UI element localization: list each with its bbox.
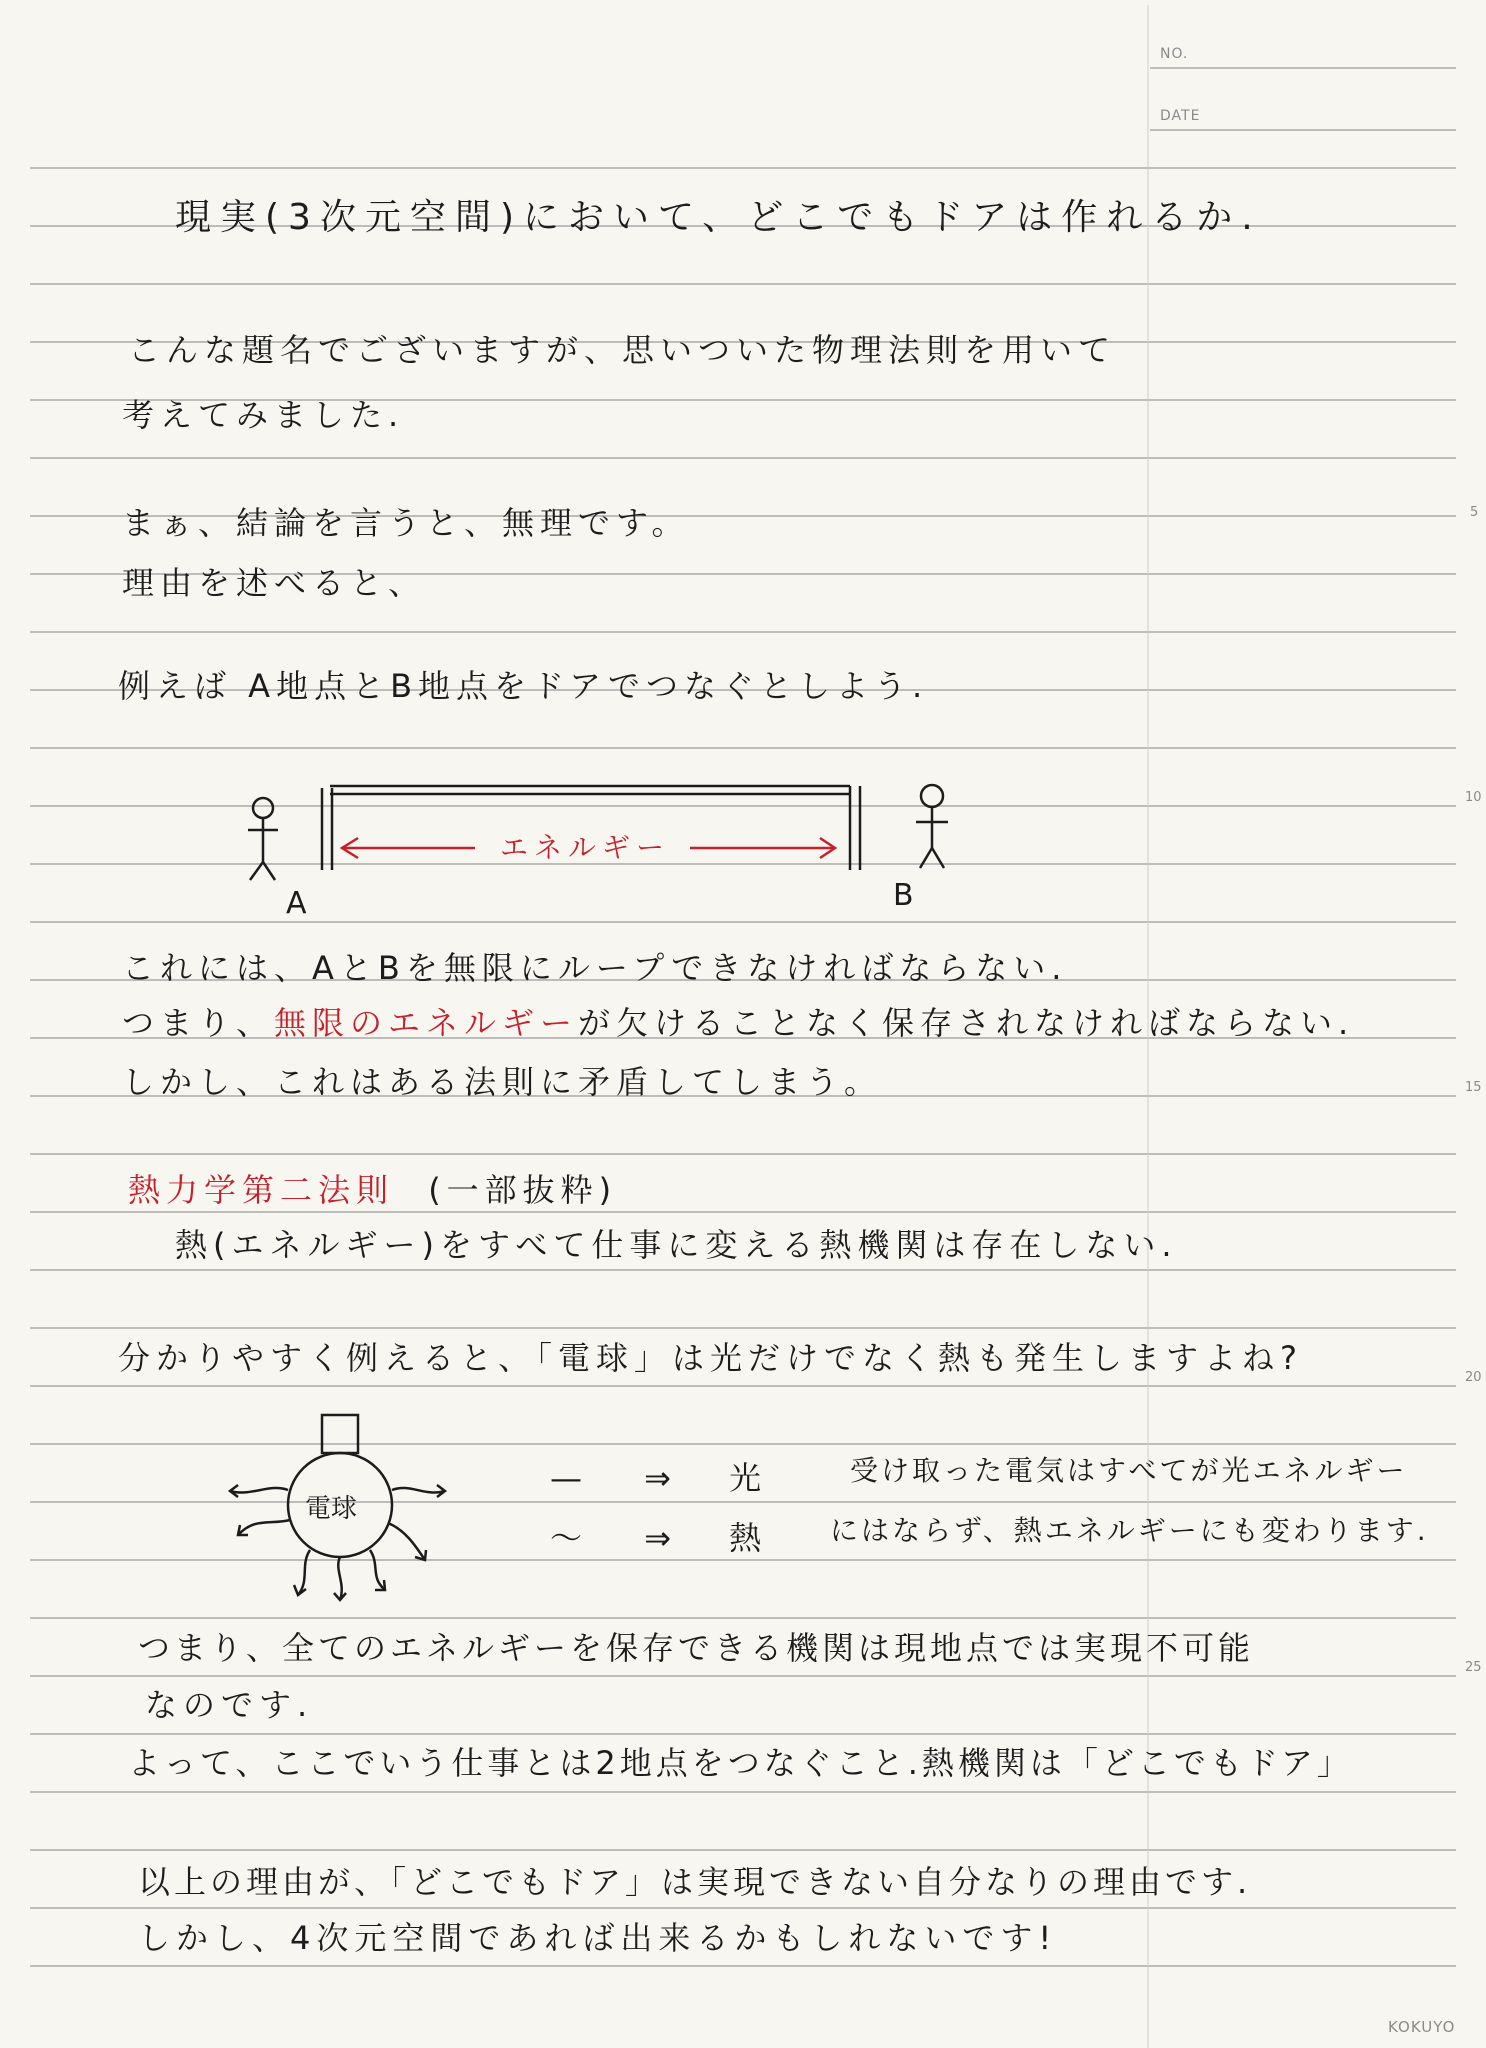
explanation-suffix: が欠けることなく保存されなければならない.	[578, 1004, 1355, 1042]
explanation-line-1: これには、AとBを無限にループできなければならない.	[122, 949, 1068, 987]
conclusion-line-1: まぁ、結論を言うと、無理です。	[122, 504, 690, 542]
margin-number-20: 20	[1465, 1370, 1482, 1385]
stick-figure-b	[916, 785, 948, 868]
margin-number-15: 15	[1465, 1080, 1482, 1095]
date-label: DATE	[1160, 108, 1201, 124]
explanation-line-2	[122, 1003, 1354, 1043]
bulb-label: 電球	[305, 1494, 358, 1524]
brand-label: KOKUYO	[1388, 2018, 1456, 2036]
no-label: NO.	[1160, 46, 1189, 62]
heat-ray	[392, 1488, 445, 1493]
legend-light	[550, 1453, 767, 1499]
point-b-label: B	[893, 878, 914, 913]
conclusion-line-2: 理由を述べると、	[122, 564, 427, 602]
heat-ray	[370, 1550, 385, 1590]
explanation-line-3: しかし、これはある法則に矛盾してしまう。	[122, 1063, 883, 1101]
infinite-energy-highlight: 無限のエネルギー	[274, 1004, 579, 1042]
light-symbol: —	[550, 1459, 588, 1497]
legend-heat	[550, 1513, 767, 1559]
summary-line-3: よって、ここでいう仕事とは2地点をつなぐこと.熱機関は「どこでもドア」	[128, 1744, 1353, 1782]
summary-line-2: なのです.	[145, 1686, 314, 1724]
law-note: (一部抜粋)	[428, 1171, 618, 1209]
bulb-note-line-2: にはならず、熱エネルギーにも変わります.	[830, 1514, 1429, 1547]
heat-ray	[298, 1550, 310, 1595]
margin-number-25: 25	[1465, 1660, 1482, 1675]
closing-line-2: しかし、4次元空間であれば出来るかもしれないです!	[138, 1919, 1058, 1957]
closing-line-1: 以上の理由が、「どこでもドア」は実現できない自分なりの理由です.	[138, 1863, 1252, 1901]
heat-ray	[238, 1520, 290, 1535]
page-title: 現実(3次元空間)において、どこでもドアは作れるか.	[175, 197, 1262, 238]
bulb-note-line-1: 受け取った電気はすべてが光エネルギー	[850, 1454, 1408, 1487]
intro-line-2: 考えてみました.	[122, 396, 405, 434]
explanation-prefix: つまり、	[122, 1004, 275, 1042]
example-line: 例えば A地点とB地点をドアでつなぐとしよう.	[118, 667, 929, 705]
energy-label: エネルギー	[500, 831, 671, 864]
margin-number-10: 10	[1465, 790, 1482, 805]
law-statement: 熱(エネルギー)をすべて仕事に変える熱機関は存在しない.	[175, 1226, 1178, 1264]
heat-symbol: 〜	[550, 1519, 589, 1557]
margin-number-5: 5	[1470, 505, 1479, 520]
heat-ray	[338, 1557, 341, 1600]
intro-line-1: こんな題名でございますが、思いついた物理法則を用いて	[128, 331, 1117, 369]
heat-ray	[230, 1488, 288, 1493]
heat-ray	[388, 1523, 425, 1560]
law-name: 熱力学第二法則	[128, 1171, 395, 1209]
law-heading	[128, 1170, 617, 1210]
point-a-label: A	[286, 886, 307, 921]
arrow-icon: ⇒	[644, 1519, 677, 1557]
stick-figure-a	[248, 798, 278, 880]
analogy-line: 分かりやすく例えると、「電球」は光だけでなく熱も発生しますよね?	[118, 1339, 1303, 1377]
bulb-base	[322, 1415, 358, 1453]
summary-line-1: つまり、全てのエネルギーを保存できる機関は現地点では実現不可能	[138, 1629, 1255, 1667]
light-label: 光	[729, 1459, 768, 1497]
arrow-icon: ⇒	[644, 1459, 677, 1497]
heat-label: 熱	[729, 1519, 768, 1557]
